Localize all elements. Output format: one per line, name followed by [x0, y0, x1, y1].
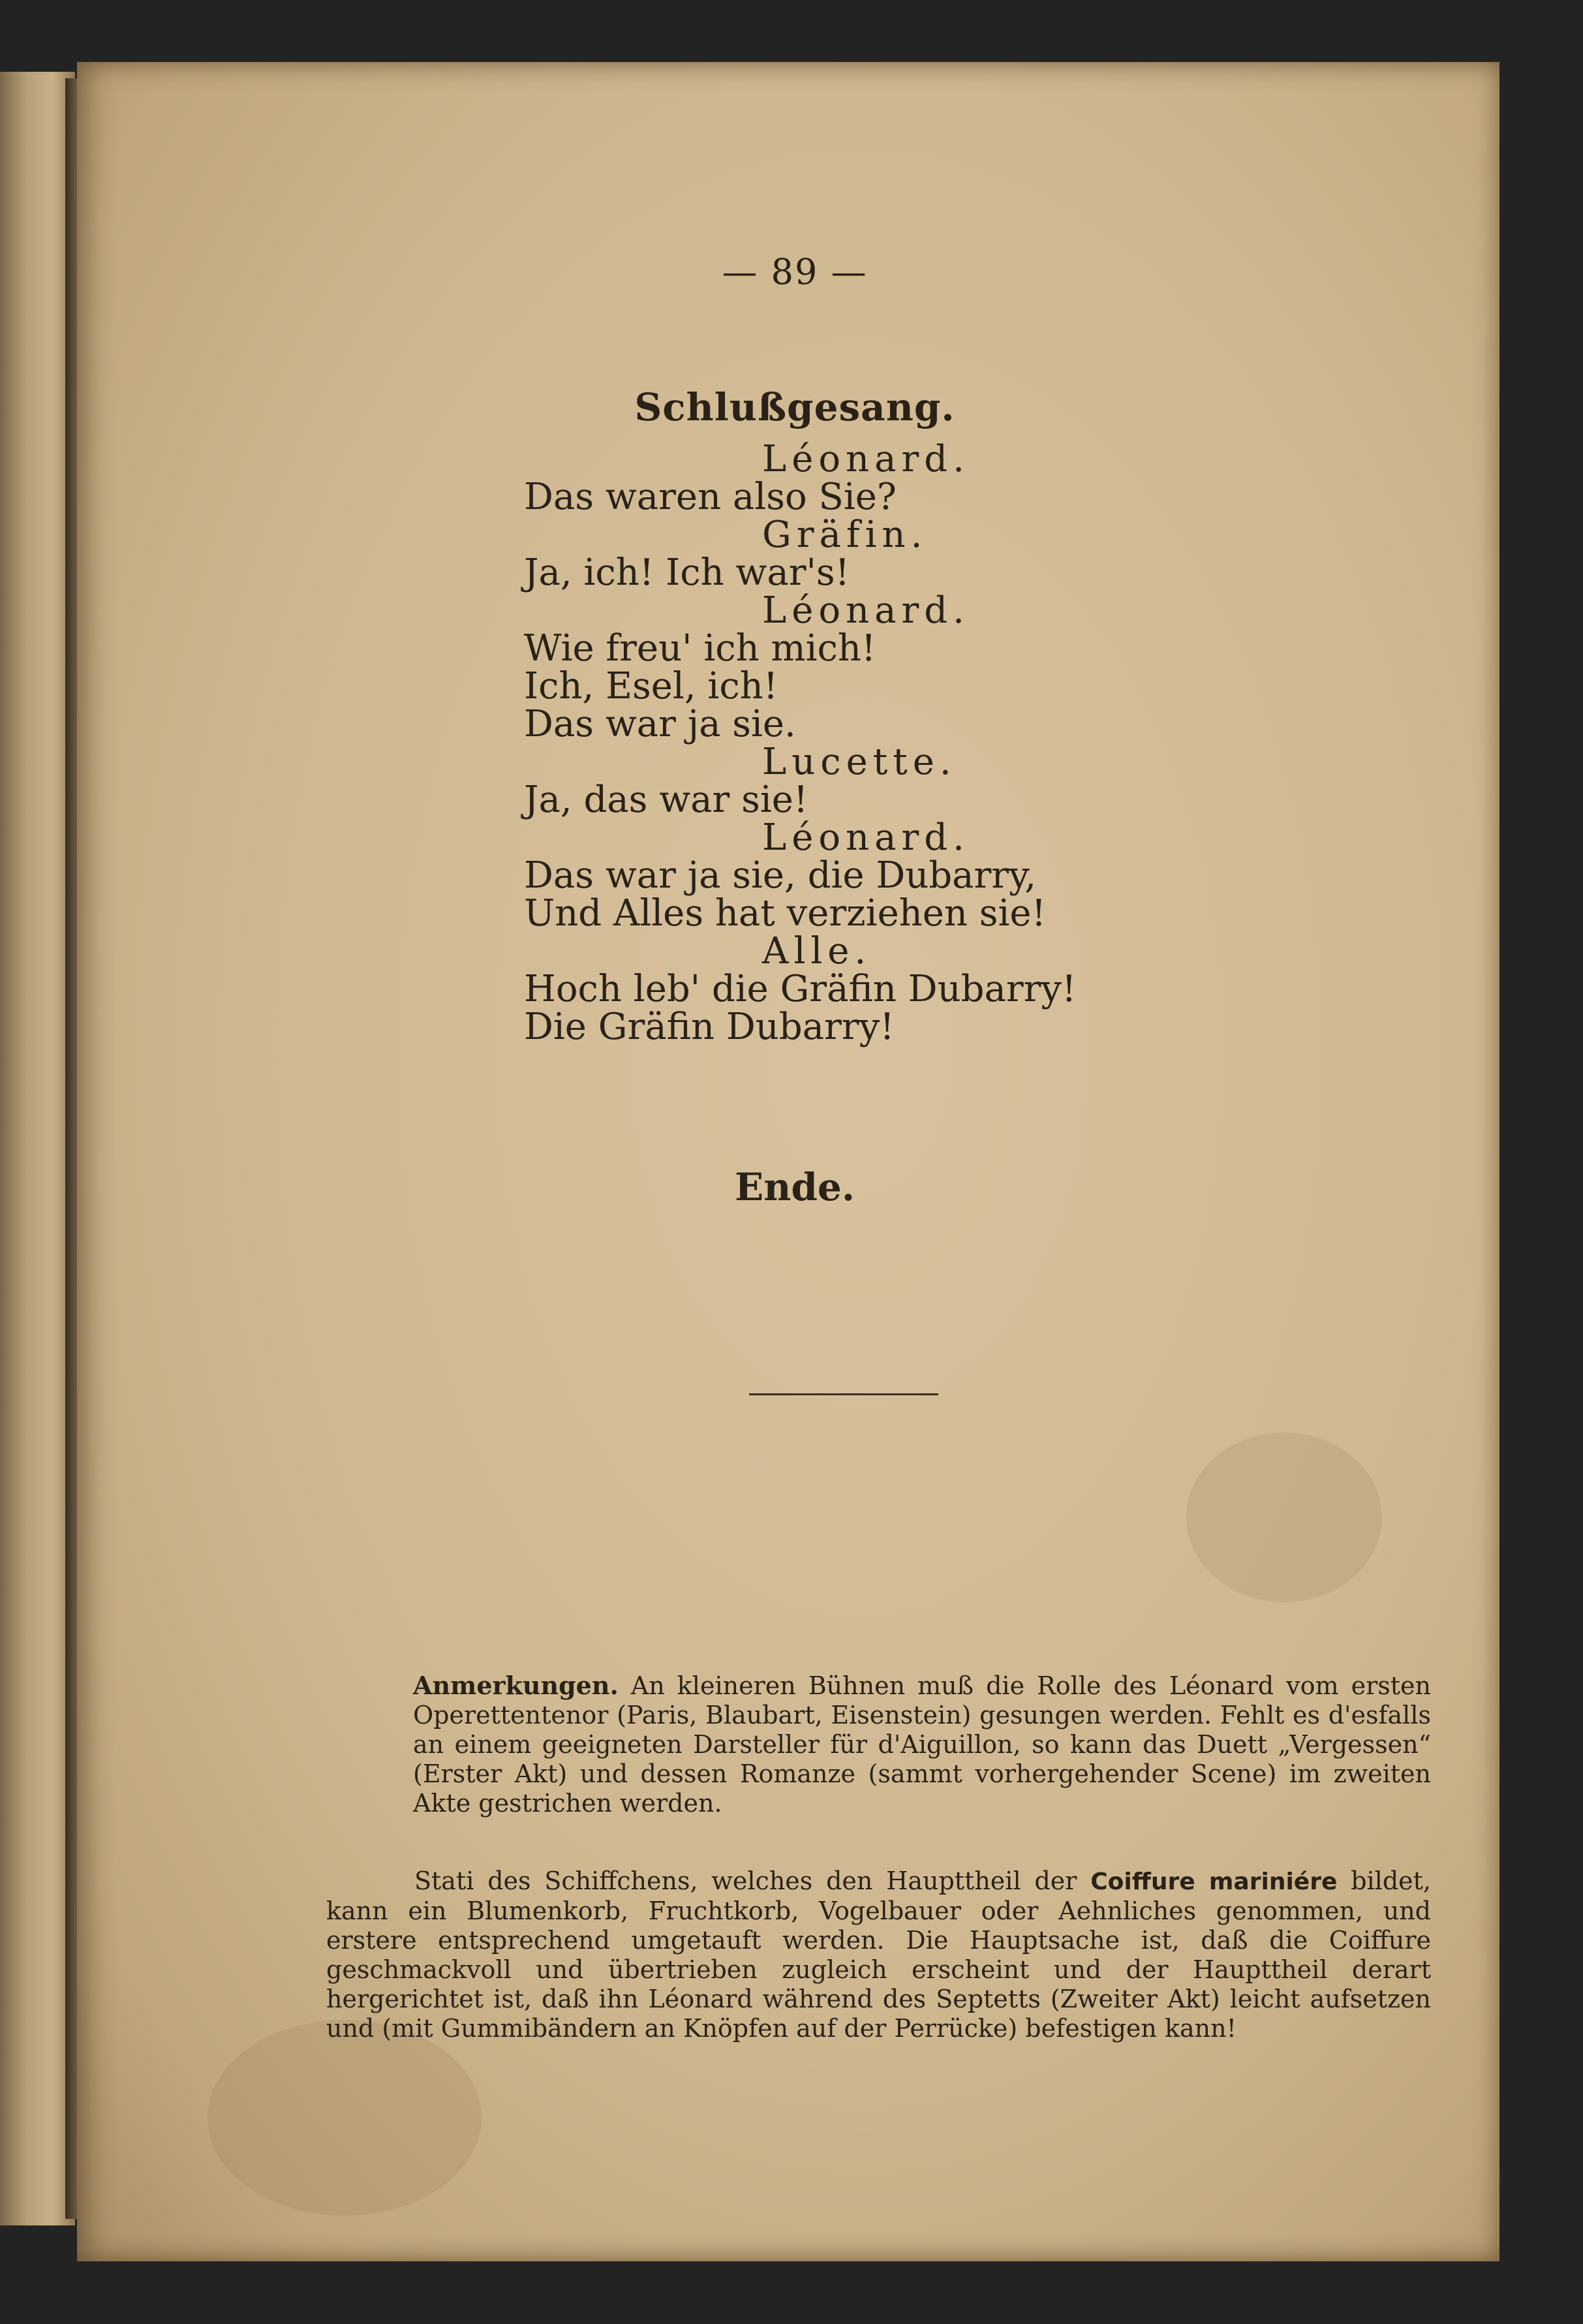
- notes-label: Anmerkungen.: [413, 1671, 619, 1700]
- lyrics-block: [524, 438, 1176, 1048]
- lyric-line: Hoch leb' die Gräfin Dubarry!: [524, 968, 1077, 1010]
- lyric-line: Ich, Esel, ich!: [524, 665, 778, 707]
- notes-text-1: An kleineren Bühnen muß die Rolle des Léonard vom ersten Operettentenor (Paris, Blaubart, Eisenstein) gesungen werden. Fehlt es d'esfalls an einem geeigneten Darsteller für d'Aiguillon, so kann das Duett „Vergessen“ (Erster Akt) und dessen Romanze (sammt vorhergehender Scene) im zweiten Akte gestrichen werden.: [413, 1671, 1431, 1818]
- lyric-line: Das war ja sie.: [524, 703, 796, 745]
- book-page: [77, 62, 1499, 2261]
- speaker-name: Lucette.: [762, 741, 957, 783]
- lyric-line: Ja, ich! Ich war's!: [524, 551, 850, 594]
- lyric-line: Das waren also Sie?: [524, 476, 897, 518]
- speaker-name: Léonard.: [762, 816, 970, 859]
- notes-paragraph-2: [326, 1867, 1431, 2043]
- speaker-name: Gräfin.: [762, 514, 928, 556]
- coiffure-term: Coiffure mariniére: [1090, 1868, 1338, 1895]
- page-number: — 89 —: [722, 251, 868, 292]
- lyric-line: Die Gräfin Dubarry!: [524, 1006, 895, 1048]
- speaker-name: Léonard.: [762, 589, 970, 632]
- notes-paragraph-1: [413, 1671, 1431, 1818]
- speaker-name: Alle.: [762, 930, 872, 972]
- notes-text-2-start: Stati des Schiffchens, welches den Haupttheil der: [414, 1867, 1091, 1895]
- lyric-line: Wie freu' ich mich!: [524, 627, 876, 670]
- end-word: Ende.: [734, 1165, 855, 1209]
- speaker-name: Léonard.: [762, 438, 970, 480]
- divider-rule: [749, 1393, 938, 1395]
- lyric-line: Das war ja sie, die Dubarry,: [524, 854, 1037, 897]
- page-content: [155, 62, 1434, 2261]
- lyric-line: Ja, das war sie!: [524, 779, 808, 821]
- notes-text-2-end: bildet, kann ein Blumenkorb, Fruchtkorb, Vogelbauer oder Aehnliches genommen, und erstere entsprechend umgetauft werden. Die Hauptsache ist, daß die Coiffure geschmackvoll und übertrieben zugleich erscheint und der Haupttheil derart hergerichtet ist, daß ihn Léonard während des Septetts (Zweiter Akt) leicht aufsetzen und (mit Gummibändern an Knöpfen auf der Perrücke) befestigen kann!: [326, 1867, 1431, 2043]
- lyric-line: Und Alles hat verziehen sie!: [524, 892, 1047, 935]
- previous-page-edge: [0, 72, 75, 2225]
- section-title: Schlußgesang.: [634, 385, 955, 429]
